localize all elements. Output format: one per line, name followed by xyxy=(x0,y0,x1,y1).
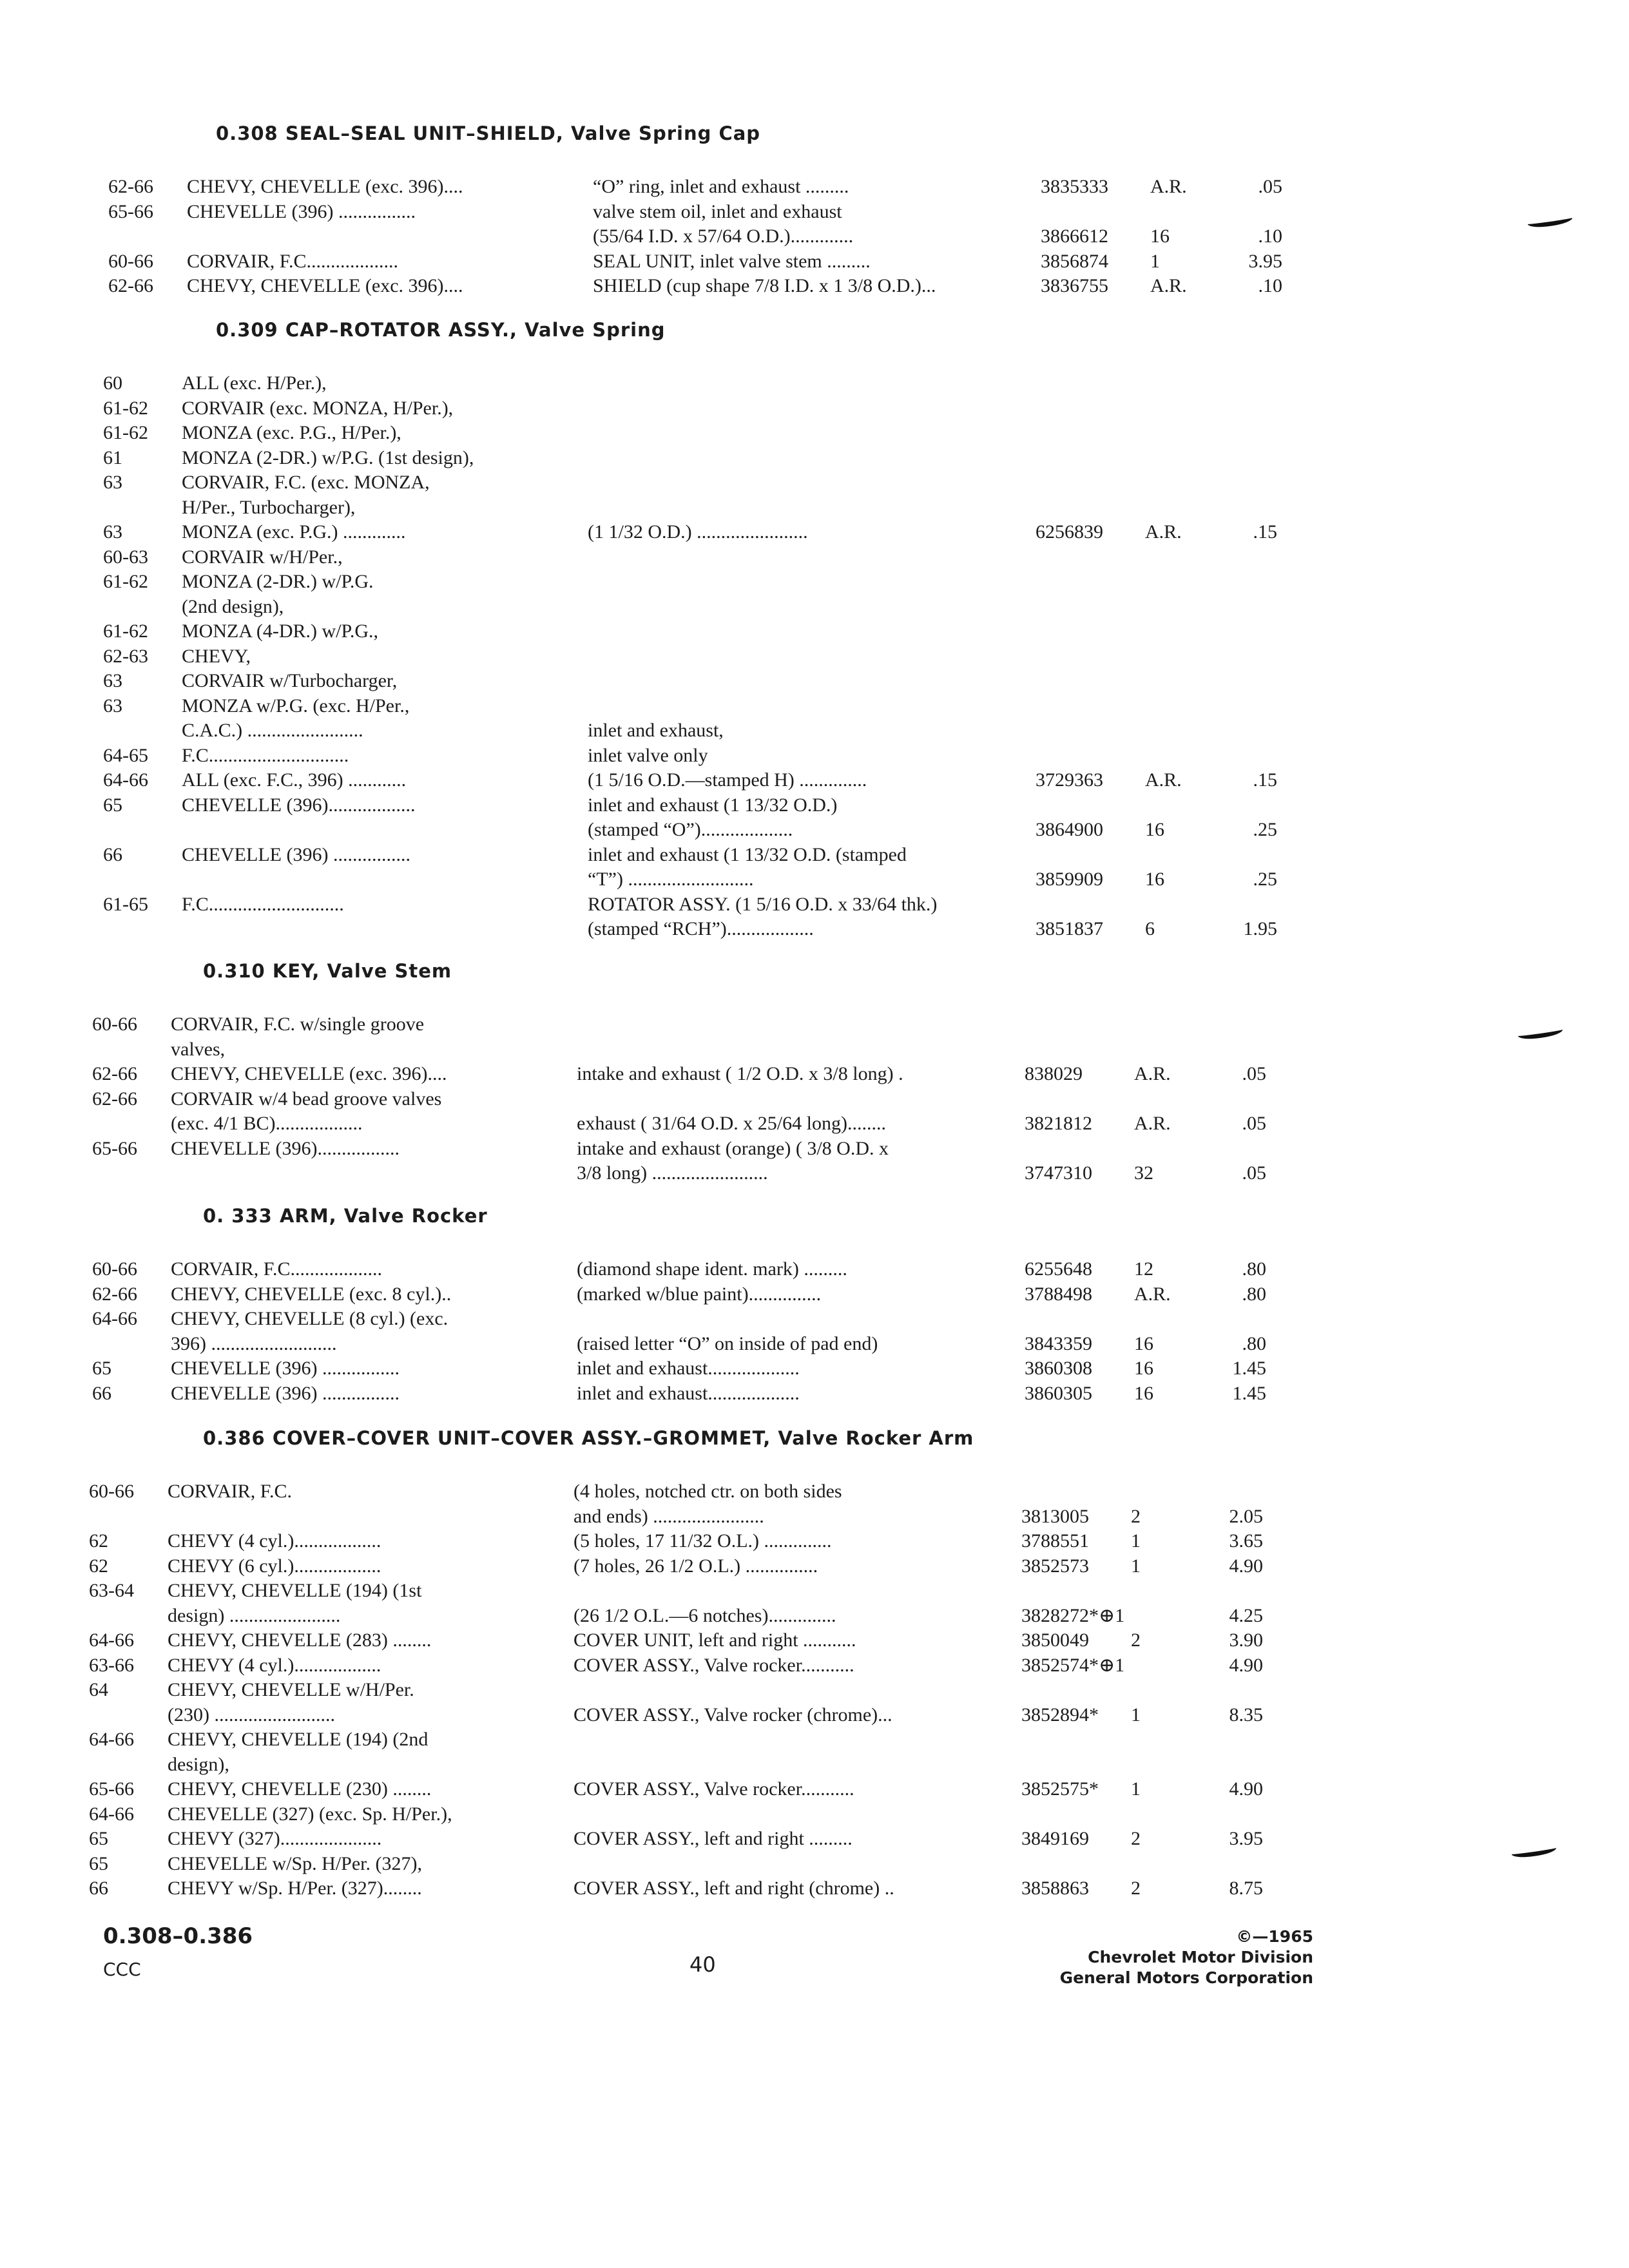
part-row xyxy=(0,1256,1613,1282)
part-description: (26 1/2 O.L.—6 notches).............. xyxy=(574,1604,836,1626)
list-price: 4.90 xyxy=(1229,1654,1263,1676)
part-number: 3849169 xyxy=(1021,1828,1089,1849)
application: (230) ......................... xyxy=(168,1704,335,1725)
section-number: 0.386 xyxy=(203,1427,265,1449)
quantity: 16 xyxy=(1134,1358,1153,1379)
part-row xyxy=(0,594,1624,620)
section-subject: Valve Rocker Arm xyxy=(778,1427,974,1449)
part-description: “T”) .......................... xyxy=(588,869,754,890)
part-row xyxy=(0,1111,1613,1137)
application: CHEVY, CHEVELLE (230) ........ xyxy=(168,1778,432,1800)
page-number: 40 xyxy=(689,1952,716,1977)
publisher-block xyxy=(1060,1927,1313,1988)
part-row xyxy=(0,1826,1610,1852)
model-years: 60-66 xyxy=(92,1014,137,1035)
list-price: 4.90 xyxy=(1229,1555,1263,1577)
list-price: .80 xyxy=(1242,1332,1266,1354)
model-years: 65 xyxy=(89,1852,108,1874)
application: MONZA (2-DR.) w/P.G. xyxy=(182,571,374,592)
model-years: 62-66 xyxy=(92,1088,137,1110)
list-price: 3.65 xyxy=(1229,1530,1263,1552)
part-description: (stamped “O”)................... xyxy=(588,819,793,840)
part-number: 3828272*⊕1 xyxy=(1021,1604,1125,1626)
model-years: 64-65 xyxy=(103,744,148,766)
part-number: 3859909 xyxy=(1036,869,1103,890)
part-number: 6255648 xyxy=(1025,1258,1092,1280)
part-number: 6256839 xyxy=(1036,521,1103,543)
section-number: 0.308 xyxy=(216,122,278,144)
model-years: 64-66 xyxy=(89,1803,134,1825)
part-row xyxy=(0,693,1624,719)
part-row xyxy=(0,1802,1610,1827)
part-number: 3860308 xyxy=(1025,1358,1092,1379)
application: CHEVY, CHEVELLE (194) (2nd xyxy=(168,1729,429,1750)
part-description: COVER ASSY., left and right ......... xyxy=(574,1828,853,1849)
list-price: .15 xyxy=(1253,769,1277,791)
part-row xyxy=(0,767,1624,793)
model-years: 61 xyxy=(103,447,122,468)
quantity: 32 xyxy=(1134,1162,1153,1184)
section-title: KEY, xyxy=(272,960,320,982)
application: CHEVELLE (396)................. xyxy=(171,1137,400,1159)
section-subject: Valve Stem xyxy=(327,960,452,982)
list-price: 1.45 xyxy=(1232,1358,1266,1379)
part-row xyxy=(0,1061,1613,1087)
model-years: 63 xyxy=(103,521,122,543)
corporation-name: General Motors Corporation xyxy=(1059,1968,1313,1987)
part-row xyxy=(0,1356,1613,1381)
part-row xyxy=(0,1776,1610,1802)
quantity: 1 xyxy=(1150,250,1160,272)
list-price: 3.95 xyxy=(1229,1828,1263,1849)
model-years: 62 xyxy=(89,1555,108,1577)
application: C.A.C.) ........................ xyxy=(182,720,363,741)
application: CHEVY (4 cyl.).................. xyxy=(168,1654,381,1676)
part-row xyxy=(0,224,1629,249)
list-price: .80 xyxy=(1242,1283,1266,1305)
quantity: 2 xyxy=(1131,1878,1141,1899)
quantity: 2 xyxy=(1131,1629,1141,1651)
application: CHEVY, CHEVELLE w/H/Per. xyxy=(168,1679,414,1700)
part-number: 3852573 xyxy=(1021,1555,1089,1577)
part-description: inlet and exhaust, xyxy=(588,720,724,741)
part-number: 838029 xyxy=(1025,1063,1083,1084)
part-row xyxy=(0,916,1624,942)
model-years: 65-66 xyxy=(108,200,153,222)
list-price: .10 xyxy=(1258,226,1282,247)
part-row xyxy=(0,619,1624,644)
part-description: SEAL UNIT, inlet valve stem ......... xyxy=(593,250,871,272)
section-heading xyxy=(203,1205,488,1227)
part-description: inlet and exhaust................... xyxy=(577,1358,800,1379)
model-years: 60-66 xyxy=(108,250,153,272)
quantity: A.R. xyxy=(1134,1063,1171,1084)
part-row xyxy=(0,1876,1610,1901)
quantity: 16 xyxy=(1134,1382,1153,1404)
model-years: 62-66 xyxy=(108,275,153,296)
quantity: 12 xyxy=(1134,1258,1153,1280)
quantity: 16 xyxy=(1145,869,1164,890)
part-description: COVER ASSY., Valve rocker........... xyxy=(574,1778,854,1800)
part-row xyxy=(0,519,1624,545)
list-price: 4.25 xyxy=(1229,1604,1263,1626)
catalog-code: CCC xyxy=(103,1959,141,1980)
quantity: 16 xyxy=(1134,1332,1153,1354)
part-row xyxy=(0,1037,1613,1062)
application: CORVAIR, F.C................... xyxy=(171,1258,383,1280)
section-title: CAP–ROTATOR ASSY., xyxy=(285,319,518,341)
application: (2nd design), xyxy=(182,595,284,617)
part-row xyxy=(0,1628,1610,1653)
part-row xyxy=(0,544,1624,570)
application: CHEVY, CHEVELLE (exc. 396).... xyxy=(171,1063,447,1084)
list-price: .80 xyxy=(1242,1258,1266,1280)
part-row xyxy=(0,569,1624,595)
part-row xyxy=(0,1381,1613,1407)
part-description: COVER ASSY., Valve rocker........... xyxy=(574,1654,854,1676)
quantity: A.R. xyxy=(1150,176,1187,197)
section-subject: Valve Spring xyxy=(525,319,666,341)
part-number: 3836755 xyxy=(1041,275,1108,296)
part-number: 3860305 xyxy=(1025,1382,1092,1404)
part-number: 3852574*⊕1 xyxy=(1021,1654,1125,1676)
model-years: 65 xyxy=(89,1828,108,1849)
application: CHEVY (4 cyl.).................. xyxy=(168,1530,381,1552)
part-description: 3/8 long) ........................ xyxy=(577,1162,768,1184)
part-description: COVER ASSY., Valve rocker (chrome)... xyxy=(574,1704,892,1725)
part-number: 3788498 xyxy=(1025,1283,1092,1305)
list-price: 1.45 xyxy=(1232,1382,1266,1404)
application: CHEVY w/Sp. H/Per. (327)........ xyxy=(168,1878,422,1899)
part-description: exhaust ( 31/64 O.D. x 25/64 long)........ xyxy=(577,1113,886,1134)
quantity: 2 xyxy=(1131,1505,1141,1527)
part-description: intake and exhaust (orange) ( 3/8 O.D. x xyxy=(577,1137,889,1159)
model-years: 62 xyxy=(89,1530,108,1552)
part-description: (1 5/16 O.D.—stamped H) .............. xyxy=(588,769,867,791)
list-price: .15 xyxy=(1253,521,1277,543)
part-description: (1 1/32 O.D.) ....................... xyxy=(588,521,808,543)
application: CORVAIR w/H/Per., xyxy=(182,546,343,568)
part-row xyxy=(0,867,1624,892)
list-price: .05 xyxy=(1242,1063,1266,1084)
section-number: 0.310 xyxy=(203,960,265,982)
section-title: COVER–COVER UNIT–COVER ASSY.–GROMMET, xyxy=(272,1427,771,1449)
application: CHEVELLE (396) ................ xyxy=(171,1358,400,1379)
part-number: 3843359 xyxy=(1025,1332,1092,1354)
part-description: (55/64 I.D. x 57/64 O.D.)............. xyxy=(593,226,854,247)
section-title: ARM, xyxy=(279,1205,337,1227)
part-number: 3866612 xyxy=(1041,226,1108,247)
part-row xyxy=(0,1851,1610,1877)
part-row xyxy=(0,199,1629,225)
part-row xyxy=(0,1578,1610,1604)
application: MONZA (exc. P.G., H/Per.), xyxy=(182,422,401,443)
part-number: 3850049 xyxy=(1021,1629,1089,1651)
application: CHEVELLE (396) ................ xyxy=(187,200,416,222)
model-years: 63 xyxy=(103,670,122,691)
section-title: SEAL–SEAL UNIT–SHIELD, xyxy=(285,122,564,144)
part-row xyxy=(0,668,1624,694)
copyright: ©—1965 xyxy=(1236,1927,1313,1946)
list-price: .10 xyxy=(1258,275,1282,296)
model-years: 65-66 xyxy=(89,1778,134,1800)
quantity: 16 xyxy=(1150,226,1170,247)
part-row xyxy=(0,718,1624,744)
part-row xyxy=(0,842,1624,868)
list-price: 3.90 xyxy=(1229,1629,1263,1651)
part-number: 3729363 xyxy=(1036,769,1103,791)
part-number: 3856874 xyxy=(1041,250,1108,272)
model-years: 65 xyxy=(103,794,122,816)
section-number: 0. 333 xyxy=(203,1205,273,1227)
part-row xyxy=(0,1528,1610,1554)
application: CHEVY, CHEVELLE (283) ........ xyxy=(168,1629,432,1651)
part-description: “O” ring, inlet and exhaust ......... xyxy=(593,176,849,197)
application: H/Per., Turbocharger), xyxy=(182,496,356,518)
part-number: 3852894* xyxy=(1021,1704,1099,1725)
quantity: 1 xyxy=(1131,1704,1141,1725)
part-description: inlet and exhaust (1 13/32 O.D.) xyxy=(588,794,838,816)
model-years: 65 xyxy=(92,1358,111,1379)
part-description: SHIELD (cup shape 7/8 I.D. x 1 3/8 O.D.)... xyxy=(593,275,936,296)
application: CHEVY, CHEVELLE (exc. 396).... xyxy=(187,176,463,197)
list-price: 8.35 xyxy=(1229,1704,1263,1725)
part-row xyxy=(0,174,1629,200)
part-row xyxy=(0,445,1624,471)
list-price: 3.95 xyxy=(1248,250,1282,272)
part-row xyxy=(0,1504,1610,1530)
list-price: .05 xyxy=(1242,1113,1266,1134)
model-years: 64-66 xyxy=(103,769,148,791)
part-description: (marked w/blue paint)............... xyxy=(577,1283,822,1305)
application: CHEVELLE (327) (exc. Sp. H/Per.), xyxy=(168,1803,452,1825)
application: design) ....................... xyxy=(168,1604,341,1626)
application: MONZA (exc. P.G.) ............. xyxy=(182,521,406,543)
application: CHEVY (6 cyl.).................. xyxy=(168,1555,381,1577)
part-row xyxy=(0,817,1624,843)
model-years: 62-66 xyxy=(92,1063,137,1084)
part-description: COVER ASSY., left and right (chrome) .. xyxy=(574,1878,894,1899)
quantity: 1 xyxy=(1131,1778,1141,1800)
quantity: 1 xyxy=(1131,1530,1141,1552)
model-years: 64-66 xyxy=(89,1729,134,1750)
application: valves, xyxy=(171,1038,226,1060)
quantity: 1 xyxy=(1131,1555,1141,1577)
quantity: 6 xyxy=(1145,918,1155,939)
list-price: 4.90 xyxy=(1229,1778,1263,1800)
part-description: (stamped “RCH”).................. xyxy=(588,918,814,939)
application: CHEVY, CHEVELLE (exc. 396).... xyxy=(187,275,463,296)
part-row xyxy=(0,1727,1610,1753)
part-row xyxy=(0,1012,1613,1037)
part-row xyxy=(0,1479,1610,1504)
part-number: 3813005 xyxy=(1021,1505,1089,1527)
part-row xyxy=(0,495,1624,521)
part-description: (4 holes, notched ctr. on both sides xyxy=(574,1481,842,1502)
application: CHEVELLE (396).................. xyxy=(182,794,416,816)
part-row xyxy=(0,1752,1610,1778)
application: CHEVY, CHEVELLE (exc. 8 cyl.).. xyxy=(171,1283,452,1305)
model-years: 64-66 xyxy=(92,1308,137,1329)
application: F.C............................. xyxy=(182,744,349,766)
application: MONZA (2-DR.) w/P.G. (1st design), xyxy=(182,447,474,468)
part-row xyxy=(0,396,1624,421)
quantity: 2 xyxy=(1131,1828,1141,1849)
quantity: A.R. xyxy=(1145,521,1182,543)
model-years: 61-62 xyxy=(103,620,148,642)
section-subject: Valve Spring Cap xyxy=(571,122,761,144)
part-number: 3851837 xyxy=(1036,918,1103,939)
model-years: 60 xyxy=(103,372,122,394)
part-description: ROTATOR ASSY. (1 5/16 O.D. x 33/64 thk.) xyxy=(588,893,938,915)
part-description: inlet and exhaust................... xyxy=(577,1382,800,1404)
model-years: 60-66 xyxy=(92,1258,137,1280)
part-row xyxy=(0,1702,1610,1728)
part-row xyxy=(0,1282,1613,1307)
part-row xyxy=(0,1653,1610,1678)
part-row xyxy=(0,370,1624,396)
part-row xyxy=(0,420,1624,446)
application: CORVAIR w/Turbocharger, xyxy=(182,670,398,691)
model-years: 63-66 xyxy=(89,1654,134,1676)
application: design), xyxy=(168,1753,229,1775)
application: ALL (exc. H/Per.), xyxy=(182,372,327,394)
part-description: COVER UNIT, left and right ........... xyxy=(574,1629,856,1651)
part-description: intake and exhaust ( 1/2 O.D. x 3/8 long) . xyxy=(577,1063,903,1084)
part-row xyxy=(0,1331,1613,1357)
part-row xyxy=(0,1086,1613,1112)
model-years: 65-66 xyxy=(92,1137,137,1159)
part-description: inlet valve only xyxy=(588,744,708,766)
part-number: 3852575* xyxy=(1021,1778,1099,1800)
section-heading xyxy=(216,319,665,341)
part-number: 3788551 xyxy=(1021,1530,1089,1552)
division-name: Chevrolet Motor Division xyxy=(1088,1948,1313,1966)
part-description: (diamond shape ident. mark) ......... xyxy=(577,1258,847,1280)
section-heading xyxy=(203,1427,974,1449)
application: CORVAIR, F.C. w/single groove xyxy=(171,1014,425,1035)
model-years: 64-66 xyxy=(89,1629,134,1651)
list-price: 1.95 xyxy=(1243,918,1277,939)
model-years: 63 xyxy=(103,472,122,493)
part-row xyxy=(0,743,1624,769)
part-description: and ends) ....................... xyxy=(574,1505,764,1527)
application: MONZA w/P.G. (exc. H/Per., xyxy=(182,695,410,716)
model-years: 60-63 xyxy=(103,546,148,568)
part-row xyxy=(0,1677,1610,1703)
application: F.C............................ xyxy=(182,893,344,915)
model-years: 66 xyxy=(89,1878,108,1899)
list-price: 2.05 xyxy=(1229,1505,1263,1527)
quantity: A.R. xyxy=(1150,275,1187,296)
part-row xyxy=(0,1136,1613,1162)
model-years: 62-66 xyxy=(92,1283,137,1305)
application: CHEVELLE (396) ................ xyxy=(182,843,410,865)
model-years: 63-64 xyxy=(89,1580,134,1601)
part-row xyxy=(0,892,1624,918)
application: (exc. 4/1 BC).................. xyxy=(171,1113,363,1134)
application: CHEVELLE w/Sp. H/Per. (327), xyxy=(168,1852,422,1874)
part-number: 3835333 xyxy=(1041,176,1108,197)
application: CHEVY, xyxy=(182,645,251,667)
model-years: 61-62 xyxy=(103,397,148,419)
application: MONZA (4-DR.) w/P.G., xyxy=(182,620,379,642)
application: 396) .......................... xyxy=(171,1332,337,1354)
model-years: 66 xyxy=(92,1382,111,1404)
application: CORVAIR, F.C. xyxy=(168,1481,293,1502)
model-years: 60-66 xyxy=(89,1481,134,1502)
model-years: 66 xyxy=(103,843,122,865)
application: CHEVELLE (396) ................ xyxy=(171,1382,400,1404)
part-row xyxy=(0,249,1629,274)
section-subject: Valve Rocker xyxy=(343,1205,488,1227)
part-description: (5 holes, 17 11/32 O.L.) .............. xyxy=(574,1530,832,1552)
part-description: (7 holes, 26 1/2 O.L.) ............... xyxy=(574,1555,818,1577)
quantity: A.R. xyxy=(1134,1283,1171,1305)
section-heading xyxy=(203,960,452,982)
model-years: 61-65 xyxy=(103,893,148,915)
part-number: 3747310 xyxy=(1025,1162,1092,1184)
model-years: 61-62 xyxy=(103,571,148,592)
model-years: 61-62 xyxy=(103,422,148,443)
model-years: 62-63 xyxy=(103,645,148,667)
application: CORVAIR, F.C................... xyxy=(187,250,399,272)
model-years: 63 xyxy=(103,695,122,716)
list-price: 8.75 xyxy=(1229,1878,1263,1899)
part-row xyxy=(0,1306,1613,1332)
quantity: A.R. xyxy=(1134,1113,1171,1134)
list-price: .05 xyxy=(1242,1162,1266,1184)
application: CORVAIR w/4 bead groove valves xyxy=(171,1088,442,1110)
application: CHEVY (327)..................... xyxy=(168,1828,382,1849)
list-price: .05 xyxy=(1258,176,1282,197)
part-description: (raised letter “O” on inside of pad end) xyxy=(577,1332,878,1354)
application: CORVAIR (exc. MONZA, H/Per.), xyxy=(182,397,454,419)
quantity: A.R. xyxy=(1145,769,1182,791)
part-number: 3821812 xyxy=(1025,1113,1092,1134)
part-row xyxy=(0,1603,1610,1629)
model-years: 64 xyxy=(89,1679,108,1700)
application: CORVAIR, F.C. (exc. MONZA, xyxy=(182,472,430,493)
part-number: 3858863 xyxy=(1021,1878,1089,1899)
section-number: 0.309 xyxy=(216,319,278,341)
application: CHEVY, CHEVELLE (8 cyl.) (exc. xyxy=(171,1308,448,1329)
quantity: 16 xyxy=(1145,819,1164,840)
model-years: 62-66 xyxy=(108,176,153,197)
section-heading xyxy=(216,122,760,144)
part-row xyxy=(0,1553,1610,1579)
part-description: valve stem oil, inlet and exhaust xyxy=(593,200,842,222)
part-number: 3864900 xyxy=(1036,819,1103,840)
section-range: 0.308–0.386 xyxy=(103,1923,253,1949)
part-row xyxy=(0,644,1624,669)
part-description: inlet and exhaust (1 13/32 O.D. (stamped xyxy=(588,843,907,865)
part-row xyxy=(0,793,1624,818)
part-row xyxy=(0,273,1629,299)
part-row xyxy=(0,1160,1613,1186)
application: ALL (exc. F.C., 396) ............ xyxy=(182,769,407,791)
application: CHEVY, CHEVELLE (194) (1st xyxy=(168,1580,422,1601)
list-price: .25 xyxy=(1253,819,1277,840)
list-price: .25 xyxy=(1253,869,1277,890)
part-row xyxy=(0,470,1624,495)
